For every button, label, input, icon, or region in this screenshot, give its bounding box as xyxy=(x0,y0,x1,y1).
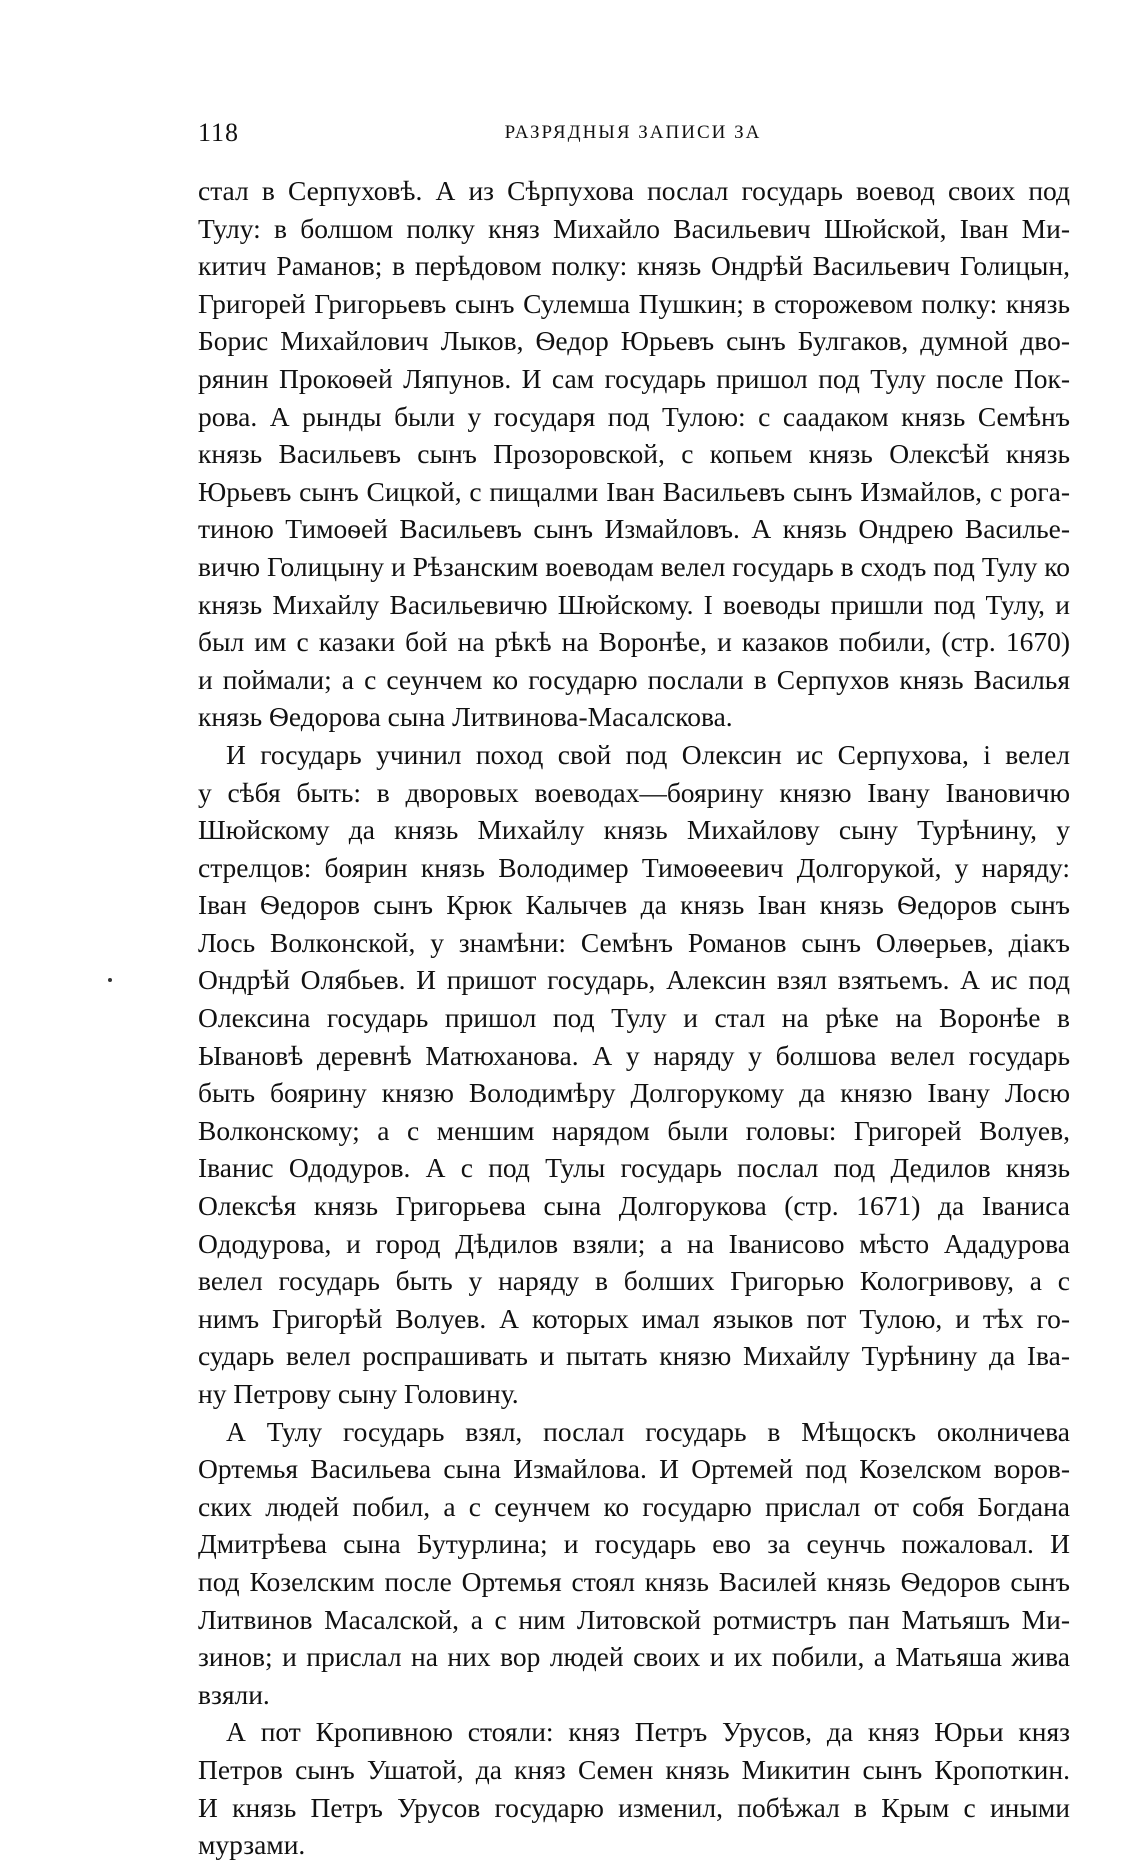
text-line: зинов; и прислал на них вор людей своих и их побили, а Матьяша жива xyxy=(198,1641,1070,1673)
text-line: Ододурова, и город Дѣдилов взяли; а на Іванисово мѣсто Ададурова xyxy=(198,1227,1070,1259)
text-line: сударь велел роспрашивать и пытать князю Михайлу Турѣнину да Іва- xyxy=(198,1340,1070,1372)
text-line: князь Ѳедорова сына Литвинова-Масалскова. xyxy=(198,701,733,733)
text-line: Ондрѣй Олябьев. И пришот государь, Алексин взял взятьемъ. А ис под xyxy=(198,964,1070,996)
text-line: Дмитрѣева сына Бутурлина; и государь ево за сеунчь пожаловал. И xyxy=(198,1528,1070,1560)
text-line: рянин Прокоѳей Ляпунов. И сам государь пришол под Тулу после Пок- xyxy=(198,362,1070,394)
text-line: взяли. xyxy=(198,1678,270,1710)
text-line: Іван Ѳедоров сынъ Крюк Калычев да князь Іван князь Ѳедоров сынъ xyxy=(198,889,1070,921)
text-line: Олексина государь пришол под Тулу и стал на рѣке на Воронѣе в xyxy=(198,1002,1070,1034)
stray-ink-mark xyxy=(108,978,112,982)
text-line: Литвинов Масалской, а с ним Литовской ротмистръ пан Матьяшъ Ми- xyxy=(198,1603,1070,1635)
text-line: быть боярину князю Володимѣру Долгорукому да князю Івану Лосю xyxy=(198,1077,1070,1109)
text-line: вичю Голицыну и Рѣзанским воеводам велел государь в сходъ под Тулу ко xyxy=(198,550,1070,582)
running-title: РАЗРЯДНЫЯ ЗАПИСИ ЗА xyxy=(504,122,762,143)
text-line: Іванис Ододуров. А с под Тулы государь послал под Дедилов князь xyxy=(198,1152,1070,1184)
text-line: князь Михайлу Васильевичю Шюйскому. І воеводы пришли под Тулу, и xyxy=(198,588,1070,620)
text-line: китич Раманов; в перѣдовом полку: князь Ондрѣй Васильевич Голицын, xyxy=(198,250,1070,282)
text-line: ну Петрову сыну Головину. xyxy=(198,1378,519,1409)
text-line: Тулу: в болшом полку княз Михайло Васильевич Шюйской, Іван Ми- xyxy=(198,212,1070,244)
text-line: Ывановѣ деревнѣ Матюханова. А у наряду у болшова велел государь xyxy=(198,1039,1070,1071)
text-line: был им с казаки бой на рѣкѣ на Воронѣе, и казаков побили, (стр. 1670) xyxy=(198,626,1070,658)
text-line: велел государь быть у наряду в болших Григорью Кологривову, а с xyxy=(198,1265,1070,1297)
body-text xyxy=(198,172,1070,1864)
text-line: у сѣбя быть: в дворовых воеводах—боярину князю Івану Івановичю xyxy=(198,776,1070,808)
text-line: Волконскому; а с меншим нарядом были головы: Григорей Волуев, xyxy=(198,1114,1070,1146)
text-line: стал в Серпуховѣ. А из Сѣрпухова послал государь воевод своих под xyxy=(198,175,1070,206)
text-line: стрелцов: боярин князь Володимер Тимоѳеевич Долгорукой, у наряду: xyxy=(198,851,1070,883)
text-line: Ортемья Васильева сына Измайлова. И Ортемей под Козелском воров- xyxy=(198,1453,1070,1485)
text-line: Шюйскому да князь Михайлу князь Михайлову сыну Турѣнину, у xyxy=(198,814,1070,846)
text-line: тиною Тимоѳей Васильевъ сынъ Измайловъ. А князь Ондрею Василье- xyxy=(198,513,1070,545)
text-line: и поймали; а с сеунчем ко государю послали в Серпухов князь Василья xyxy=(198,663,1070,695)
text-line: нимъ Григорѣй Волуев. А которых имал языков пот Тулою, и тѣх го- xyxy=(198,1302,1070,1334)
text-line: Олексѣя князь Григорьева сына Долгорукова (стр. 1671) да Іваниса xyxy=(198,1190,1070,1222)
page-header xyxy=(198,118,1068,148)
text-line: Петров сынъ Ушатой, да княз Семен князь Микитин сынъ Кропоткин. xyxy=(198,1753,1070,1785)
text-line: И государь учинил поход свой под Олексин ис Серпухова, і велел xyxy=(226,738,1070,770)
text-line: Григорей Григорьевъ сынъ Сулемша Пушкин; в сторожевом полку: князь xyxy=(198,287,1070,319)
text-line: Лось Волконской, у знамѣни: Семѣнъ Романов сынъ Олѳерьев, діакъ xyxy=(198,926,1070,958)
text-line: Борис Михайлович Лыков, Ѳедор Юрьевъ сынъ Булгаков, думной дво- xyxy=(198,325,1070,357)
text-line: А Тулу государь взял, послал государь в Мѣщоскъ околничева xyxy=(226,1415,1070,1447)
text-line: под Козелским после Ортемья стоял князь Василей князь Ѳедоров сынъ xyxy=(198,1565,1070,1597)
page-number: 118 xyxy=(198,118,240,147)
text-line: И князь Петръ Урусов государю изменил, побѣжал в Крым с иными xyxy=(198,1791,1070,1823)
text-line: ских людей побил, а с сеунчем ко государю прислал от собя Богдана xyxy=(198,1490,1070,1522)
text-line: рова. А рынды были у государя под Тулою: с саадаком князь Семѣнъ xyxy=(198,400,1070,432)
text-line: мурзами. xyxy=(198,1829,306,1861)
text-line: А пот Кропивною стояли: княз Петръ Урусов, да княз Юрьи княз xyxy=(226,1716,1070,1748)
text-line: князь Васильевъ сынъ Прозоровской, с копьем князь Олексѣй князь xyxy=(198,438,1070,470)
text-line: Юрьевъ сынъ Сицкой, с пищалми Іван Васильевъ сынъ Измайлов, с рога- xyxy=(198,475,1070,507)
